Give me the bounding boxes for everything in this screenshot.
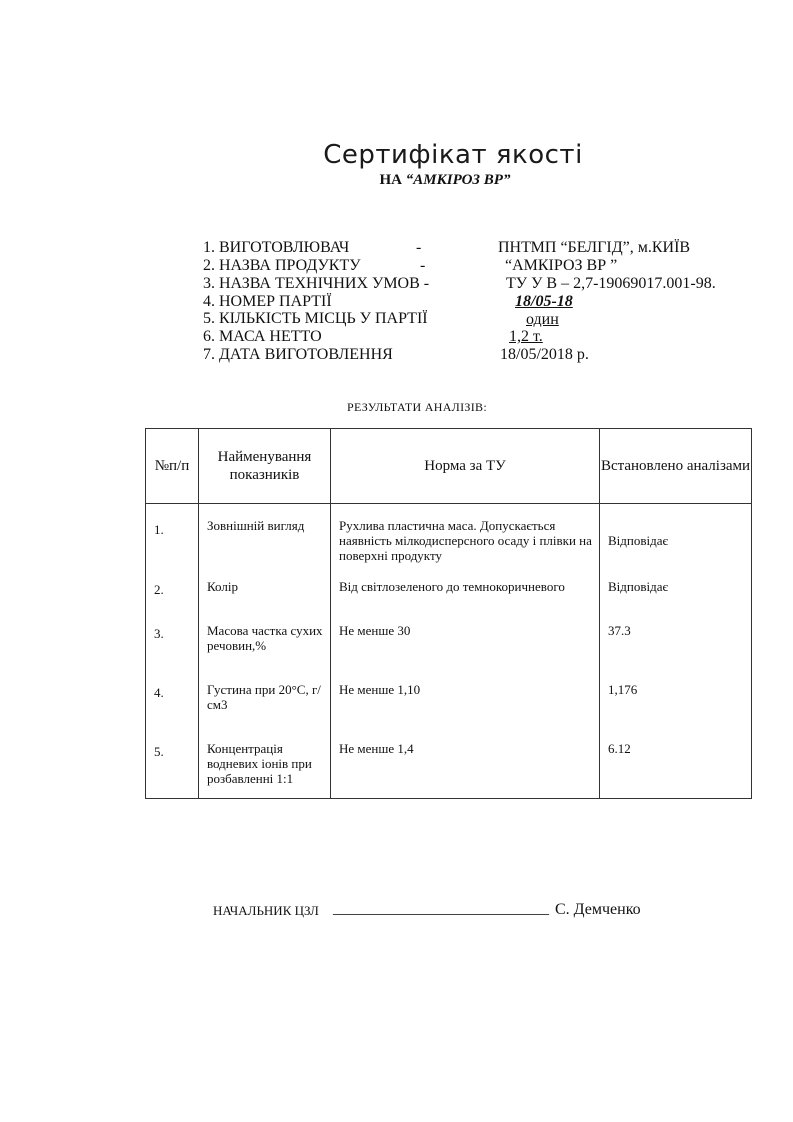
signatory-name: С. Демченко: [555, 901, 641, 918]
row-name: Масова частка сухих речовин,%: [199, 623, 331, 682]
batch-value: 18/05-18: [515, 293, 573, 310]
document-subtitle: [0, 172, 793, 189]
table-header-row: [146, 429, 752, 504]
subtitle-prefix: НА: [379, 172, 406, 188]
table-row: [146, 504, 752, 579]
row-norm: Не менше 1,4: [331, 741, 600, 799]
signature-line: ___________________________: [333, 900, 549, 917]
signatory-role: НАЧАЛЬНИК ЦЗЛ: [213, 903, 319, 918]
table-row: [146, 579, 752, 623]
row-result: 1,176: [600, 682, 752, 741]
results-heading: РЕЗУЛЬТАТИ АНАЛІЗІВ:: [347, 400, 487, 414]
mass-value: 1,2 т.: [509, 328, 543, 345]
results-table: [145, 428, 752, 799]
date-label: 7. ДАТА ВИГОТОВЛЕННЯ: [203, 346, 393, 363]
product-dash: -: [420, 257, 426, 274]
table-row: [146, 682, 752, 741]
row-result: 6.12: [600, 741, 752, 799]
row-result: Відповідає: [600, 579, 752, 623]
manufacturer-dash: -: [416, 239, 422, 256]
row-name: Густина при 20°С, г/см3: [199, 682, 331, 741]
row-num: 3.: [146, 623, 199, 682]
batch-label: 4. НОМЕР ПАРТІЇ: [203, 293, 332, 310]
subtitle-product: “АМКІРОЗ ВР”: [405, 172, 511, 188]
row-result: Відповідає: [600, 504, 752, 579]
places-value: один: [526, 311, 559, 328]
row-num: 5.: [146, 741, 199, 799]
row-name: Концентрація водневих іонів при розбавленні 1:1: [199, 741, 331, 799]
row-name: Колір: [199, 579, 331, 623]
document-title: Сертифікат якості: [323, 140, 583, 170]
header-name: Найменування показників: [199, 429, 331, 504]
mass-label: 6. МАСА НЕТТО: [203, 328, 322, 345]
spec-label: 3. НАЗВА ТЕХНІЧНИХ УМОВ -: [203, 275, 430, 292]
places-label: 5. КІЛЬКІСТЬ МІСЦЬ У ПАРТІЇ: [203, 310, 428, 327]
row-norm: Не менше 1,10: [331, 682, 600, 741]
manufacturer-label: 1. ВИГОТОВЛЮВАЧ: [203, 239, 350, 256]
header-result: Встановлено аналізами: [600, 429, 752, 504]
row-name: Зовнішній вигляд: [199, 504, 331, 579]
header-num: №п/п: [146, 429, 199, 504]
row-num: 2.: [146, 579, 199, 623]
manufacturer-value: ПНТМП “БЕЛГІД”, м.КИЇВ: [498, 239, 691, 256]
product-value: “АМКІРОЗ ВР ”: [505, 257, 618, 274]
row-norm: Не менше 30: [331, 623, 600, 682]
row-norm: Від світлозеленого до темнокоричневого: [331, 579, 600, 623]
date-value: 18/05/2018 р.: [500, 346, 589, 363]
table-row: [146, 623, 752, 682]
row-num: 1.: [146, 504, 199, 579]
row-result: 37.3: [600, 623, 752, 682]
header-norm: Норма за ТУ: [331, 429, 600, 504]
product-label: 2. НАЗВА ПРОДУКТУ: [203, 257, 361, 274]
spec-value: ТУ У В – 2,7-19069017.001-98.: [506, 275, 716, 292]
row-norm: Рухлива пластична маса. Допускається наявність мілкодисперсного осаду і плівки на поверхні продукту: [331, 504, 600, 579]
row-num: 4.: [146, 682, 199, 741]
table-row: [146, 741, 752, 799]
